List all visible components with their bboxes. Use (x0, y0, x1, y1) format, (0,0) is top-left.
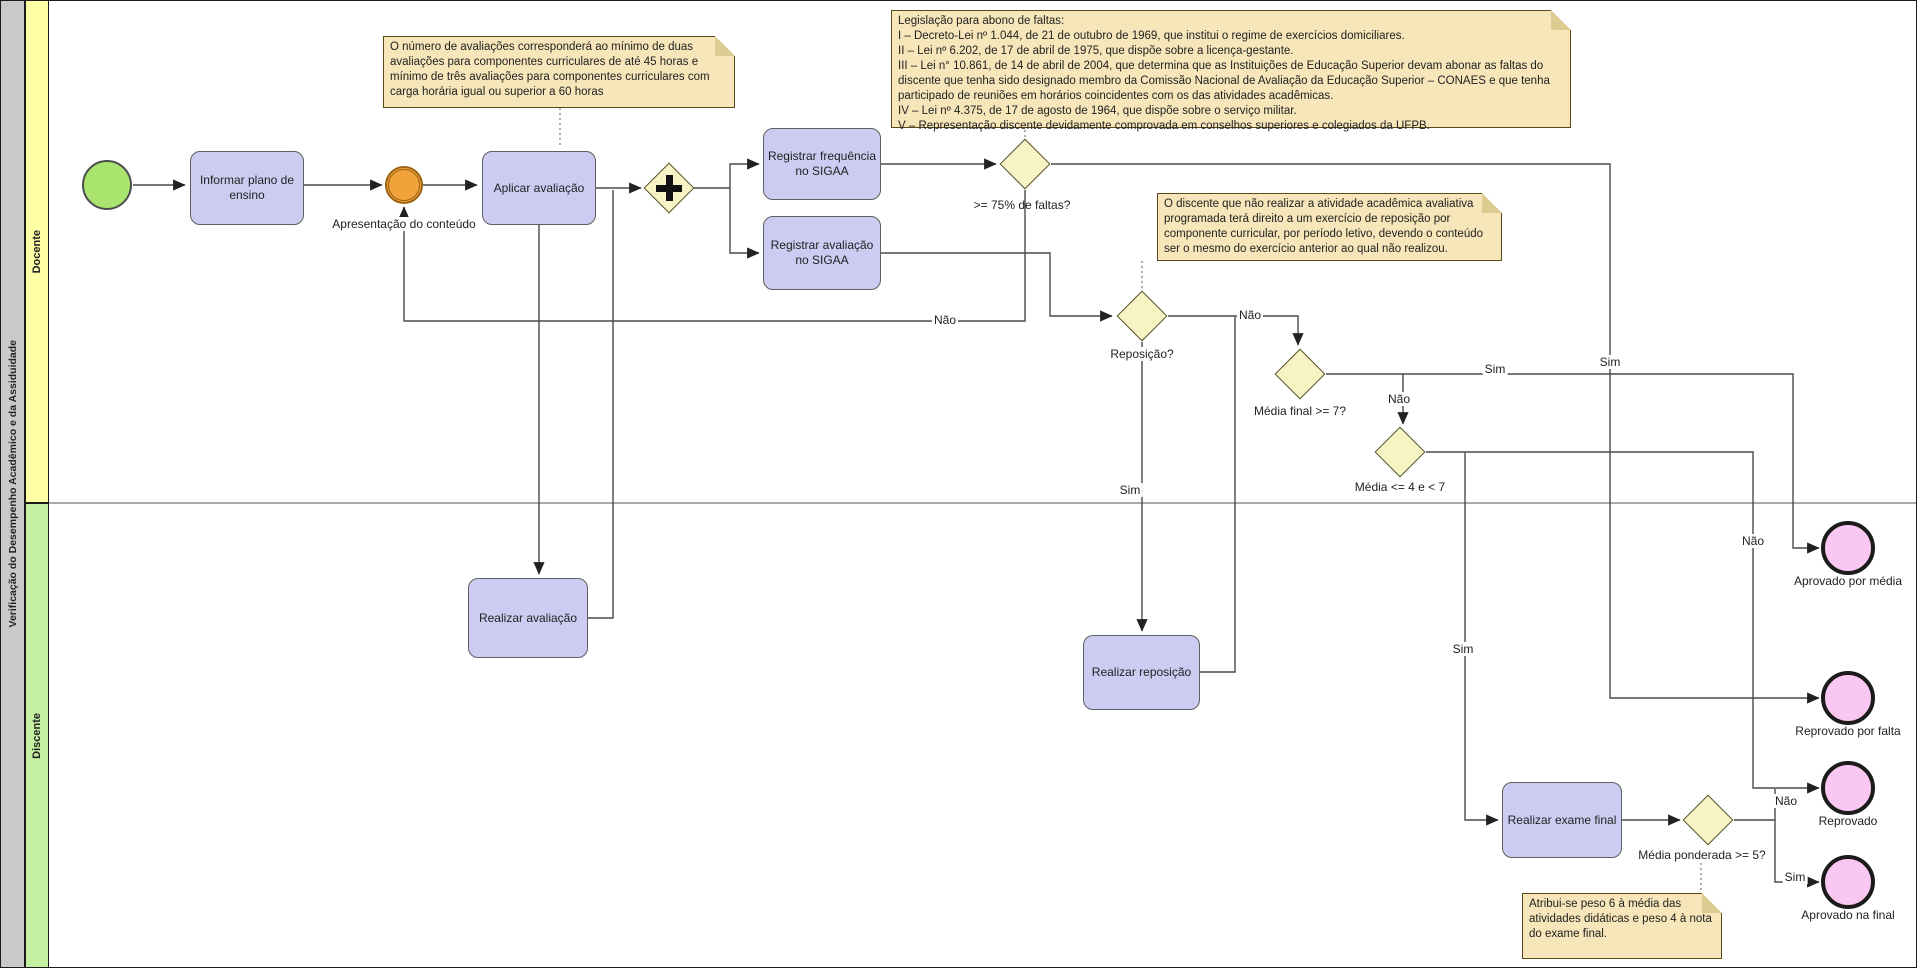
gateway-reposicao-label: Reposição? (1110, 347, 1174, 361)
parallel-plus-icon (666, 175, 673, 201)
edge-label-reposicao-nao: Não (1238, 308, 1262, 322)
lane-discente[interactable] (25, 503, 49, 968)
task-aplicar-avaliacao-label: Aplicar avaliação (493, 180, 585, 195)
note-legislacao-line: IV – Lei nº 4.375, de 17 de agosto de 1964, que dispõe sobre o serviço militar. (898, 104, 1297, 117)
edge-label-faltas-nao: Não (933, 313, 957, 327)
task-informar-plano[interactable] (190, 151, 304, 225)
note-legislacao-line: I – Decreto-Lei nº 1.044, de 21 de outubro de 1969, que institui o regime de exercícios domiciliares. (898, 29, 1405, 42)
edge-label-ponderada-sim: Sim (1784, 870, 1806, 884)
task-registrar-frequencia-label: Registrar frequência no SIGAA (767, 149, 877, 178)
end-event-aprovado-media-label: Aprovado por média (1793, 574, 1903, 588)
task-registrar-frequencia[interactable] (763, 128, 881, 200)
note-peso-text: Atribui-se peso 6 à média das atividades didáticas e peso 4 à nota do exame final. (1529, 898, 1712, 940)
edge-label-media47-sim: Sim (1452, 642, 1474, 656)
edge-label-faltas-sim: Sim (1599, 355, 1621, 369)
task-informar-plano-label: Informar plano de ensino (199, 173, 295, 202)
end-event-reprovado[interactable] (1821, 761, 1875, 815)
task-realizar-reposicao[interactable] (1083, 635, 1200, 710)
end-event-aprovado-final[interactable] (1821, 855, 1875, 909)
task-realizar-reposicao-label: Realizar reposição (1091, 665, 1192, 679)
task-aplicar-avaliacao[interactable] (482, 151, 596, 225)
task-realizar-exame-final[interactable] (1502, 782, 1622, 858)
note-reposicao-text: O discente que não realizar a atividade acadêmica avaliativa programada terá direito a um exercício de reposição por componente curricular, por período letivo, devendo o conteúdo ser o mesmo do exercício anterior ao qual não realizou. (1164, 198, 1484, 255)
flow-reposicao-retorno (1200, 317, 1235, 672)
end-event-aprovado-media[interactable] (1821, 521, 1875, 575)
flow-reposicao-nao-mediafinal (1168, 316, 1298, 345)
gateway-media-ponderada-label: Média ponderada >= 5? (1638, 848, 1766, 862)
flow-media47-sim-exame (1465, 452, 1498, 820)
intermediate-event-label: Apresentação do conteúdo (332, 217, 476, 231)
edge-label-media47-nao: Não (1741, 534, 1765, 548)
note-legislacao[interactable] (891, 10, 1571, 132)
edge-label-media-final-sim: Sim (1484, 362, 1506, 376)
pool-label: Verificação do Desempenho Acadêmico e da Assiduidade (6, 340, 19, 628)
note-legislacao-line: III – Lei n° 10.861, de 14 de abril de 2004, que determina que as Instituições de Educação Superior devam abonar as faltas do discente que tenha sido designado membro da Comissão Nacional de Avaliação da Educação Superior – CONAES e que tenha participado de reuniões em horários coincidentes com os das atividades acadêmicas. (898, 59, 1550, 102)
end-event-reprovado-label: Reprovado (1818, 814, 1878, 828)
note-reposicao[interactable] (1157, 193, 1502, 261)
lane-docente-label: Docente (31, 229, 43, 274)
gateway-media-4-7-label: Média <= 4 e < 7 (1354, 480, 1446, 494)
task-registrar-avaliacao[interactable] (763, 216, 881, 290)
end-event-reprovado-falta-label: Reprovado por falta (1795, 724, 1901, 738)
flow-avaliacao-reposicao (881, 253, 1112, 316)
flow-parallel-avaliacao (730, 188, 759, 253)
flow-ponderada-nao-merge (1734, 789, 1775, 820)
intermediate-event-ring (388, 169, 420, 201)
note-peso[interactable] (1522, 893, 1722, 959)
edge-label-media-final-nao: Não (1387, 392, 1411, 406)
note-legislacao-line: Legislação para abono de faltas: (898, 15, 1065, 27)
gateway-faltas-label: >= 75% de faltas? (973, 198, 1071, 212)
intermediate-event-apresentacao[interactable] (385, 166, 423, 204)
start-event[interactable] (82, 160, 132, 210)
end-event-aprovado-final-label: Aprovado na final (1801, 908, 1895, 922)
lane-discente-label: Discente (31, 712, 43, 759)
flow-realizar-avaliacao-retorno (588, 190, 613, 618)
flow-media47-nao-reprovado (1426, 452, 1819, 788)
note-legislacao-line: II – Lei nº 6.202, de 17 de abril de 1975, que dispõe sobre a licença-gestante. (898, 44, 1294, 57)
end-event-reprovado-falta[interactable] (1821, 671, 1875, 725)
flow-parallel-frequencia (694, 164, 759, 188)
gateway-media-final-label: Média final >= 7? (1253, 404, 1347, 418)
note-avaliacoes[interactable] (383, 36, 735, 108)
lane-docente[interactable] (25, 0, 49, 503)
task-registrar-avaliacao-label: Registrar avaliação no SIGAA (770, 238, 874, 267)
task-realizar-avaliacao[interactable] (468, 578, 588, 658)
edge-label-reposicao-sim: Sim (1119, 483, 1141, 497)
note-avaliacoes-text: O número de avaliações corresponderá ao mínimo de duas avaliações para componentes curriculares de até 45 horas e mínimo de três avaliações para componentes curriculares com carga horária igual ou superior a 60 horas (390, 41, 710, 98)
task-realizar-exame-final-label: Realizar exame final (1507, 812, 1617, 827)
edge-label-ponderada-nao: Não (1774, 794, 1798, 808)
task-realizar-avaliacao-label: Realizar avaliação (478, 610, 578, 625)
note-legislacao-line: V – Representação discente devidamente comprovada em conselhos superiores e colegiados da UFPB. (898, 119, 1430, 132)
pool-header[interactable] (0, 0, 25, 968)
